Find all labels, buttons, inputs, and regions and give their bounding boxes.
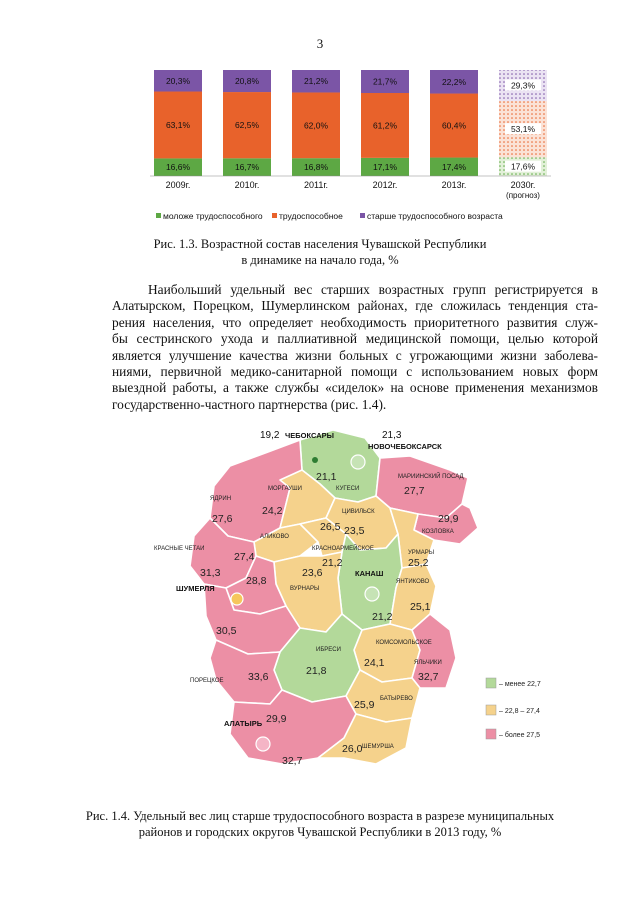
value-vurnary: 23,6: [302, 567, 323, 579]
label-poretskoe: ПОРЕЦКОЕ: [190, 678, 224, 684]
x-tick-label: 2011г.: [303, 180, 329, 190]
value-urmary: 25,2: [408, 557, 429, 569]
label-krasnye-chetai: КРАСНЫЕ ЧЕТАИ: [154, 546, 205, 552]
value-shumerlinsky: 28,8: [246, 575, 267, 587]
value-shemursha: 26,0: [342, 743, 363, 755]
legend-swatch-mid: [486, 705, 496, 715]
map-legend: [486, 678, 541, 739]
data-label: 62,0%: [303, 120, 329, 131]
legend-label-low: – менее 22,7: [499, 681, 541, 688]
value-krasnye-chetai: 31,3: [200, 567, 221, 579]
value-kanash: 21,2: [372, 611, 393, 623]
label-cheboksary-value: 19,2: [260, 430, 280, 441]
paragraph-line: ниями, первичной медико-санитарной помощи с использованием новых форм: [112, 364, 598, 380]
body-paragraph: [112, 282, 598, 413]
label-vurnary: ВУРНАРЫ: [290, 586, 320, 592]
data-label: 16,6%: [165, 162, 191, 173]
legend-swatch: [272, 213, 277, 218]
data-label: 21,7%: [372, 76, 398, 87]
value-morgaushi: 24,2: [262, 505, 283, 517]
legend-swatch: [156, 213, 161, 218]
value-alikovo: 27,4: [234, 551, 255, 563]
paragraph-line: является улучшение качества жизни больных с угрожающими жизни заболева-: [112, 347, 598, 363]
x-tick-label: 2010г.: [234, 180, 260, 190]
data-label: 16,8%: [303, 162, 329, 173]
legend-swatch-low: [486, 678, 496, 688]
label-yadrin: ЯДРИН: [210, 496, 232, 502]
data-label: 53,1%: [510, 124, 536, 135]
label-novocheb-value: 21,3: [382, 430, 402, 441]
city-dot-novocheb: [351, 455, 365, 469]
label-ibresi: ИБРЕСИ: [316, 647, 341, 653]
value-mariinsky-posad: 27,7: [404, 485, 425, 497]
data-label: 29,3%: [510, 80, 536, 91]
legend-label: моложе трудоспособного: [163, 211, 263, 221]
data-label: 20,3%: [165, 75, 191, 86]
x-tick-label: 2012г.: [372, 180, 398, 190]
data-label: 16,7%: [234, 162, 260, 173]
label-tsivilsk: ЦИВИЛЬСК: [342, 509, 375, 515]
city-dot-alatyr: [256, 737, 270, 751]
legend-label: трудоспособное: [279, 211, 343, 221]
label-shumerlya: ШУМЕРЛЯ: [176, 584, 215, 593]
legend-swatch-high: [486, 729, 496, 739]
data-label: 22,2%: [441, 76, 467, 87]
data-label: 20,8%: [234, 76, 260, 87]
value-poretskoe: 33,6: [248, 671, 269, 683]
value-yadrin: 27,6: [212, 513, 233, 525]
label-yantikovo: ЯНТИКОВО: [396, 579, 430, 585]
value-yalchiki: 32,7: [418, 671, 439, 683]
age-structure-chart: [150, 64, 570, 234]
paragraph-line: бы сестринского ухода и паллиативной медицинской помощи, целью которой: [112, 331, 598, 347]
figure-1-3-caption: [60, 236, 580, 268]
paragraph-line: Наибольший удельный вес старших возрастных групп регистрируется в: [148, 282, 598, 297]
label-shemursha: ШЕМУРША: [362, 744, 394, 750]
value-batyrevo: 25,9: [354, 699, 375, 711]
label-komsomolskoe: КОМСОМОЛЬСКОЕ: [376, 640, 432, 646]
caption-2-line-2: районов и городских округов Чувашской Республики в 2013 году, %: [138, 825, 502, 839]
value-alatyr: 29,9: [266, 713, 287, 725]
x-tick-label: (прогноз): [506, 191, 540, 200]
label-mariinsky-posad: МАРИИНСКИЙ ПОСАД: [398, 474, 464, 480]
x-tick-label: 2013г.: [441, 180, 467, 190]
page-number: 3: [316, 36, 324, 51]
legend-label-mid: – 22,8 – 27,4: [499, 708, 540, 715]
chuvashia-map: [150, 418, 570, 788]
value-alatyrsky: 32,7: [282, 755, 303, 767]
label-alikovo: АЛИКОВО: [260, 534, 289, 540]
value-yantikovo: 25,1: [410, 601, 431, 613]
city-dot-kanash: [365, 587, 379, 601]
data-label: 17,4%: [441, 161, 467, 172]
data-label: 62,5%: [234, 120, 260, 131]
legend-label: старше трудоспособного возраста: [367, 211, 503, 221]
data-label: 60,4%: [441, 120, 467, 131]
caption-1-line-2: в динамике на начало года, %: [241, 253, 399, 267]
value-shumerlya-south: 30,5: [216, 625, 237, 637]
legend-label-high: – более 27,5: [499, 732, 541, 739]
paragraph-line: рения населения, что определяет необходимость приоритетного развития служ-: [112, 314, 598, 330]
value-komsomolskoe: 24,1: [364, 657, 385, 669]
label-alatyr: АЛАТЫРЬ: [224, 719, 263, 728]
legend-swatch: [360, 213, 365, 218]
label-yalchiki: ЯЛЬЧИКИ: [414, 660, 442, 666]
value-ibresi: 21,8: [306, 665, 327, 677]
paragraph-line: государственно-частного партнерства (рис. 1.4).: [112, 396, 387, 412]
label-batyrevo: БАТЫРЕВО: [380, 696, 413, 702]
city-dot-cheboksary: [312, 457, 318, 463]
caption-2-line-1: Рис. 1.4. Удельный вес лиц старше трудоспособного возраста в разрезе муниципальных: [85, 809, 555, 823]
caption-1-line-1: Рис. 1.3. Возрастной состав населения Чувашской Республики: [153, 237, 487, 251]
figure-1-4-caption: [60, 808, 580, 840]
data-label: 17,1%: [372, 161, 398, 172]
label-morgaushi: МОРГАУШИ: [268, 486, 302, 492]
data-label: 21,2%: [303, 76, 329, 87]
value-kozlovka: 29,9: [438, 513, 459, 525]
data-label: 63,1%: [165, 119, 191, 130]
city-dot-shumerlya: [231, 593, 243, 605]
value-kugesi: 21,1: [316, 471, 337, 483]
value-krasnoarmeyskoe: 21,2: [322, 557, 343, 569]
label-cheboksary: ЧЕБОКСАРЫ: [285, 431, 334, 440]
data-label: 17,6%: [510, 161, 536, 172]
label-kozlovka: КОЗЛОВКА: [422, 529, 454, 535]
label-kanash: КАНАШ: [355, 569, 384, 578]
paragraph-line: Алатырском, Порецком, Шумерлинском районах, где сложилась тенденция ста-: [112, 298, 598, 314]
label-urmary: УРМАРЫ: [408, 550, 435, 556]
x-tick-label: 2009г.: [165, 180, 191, 190]
x-tick-label: 2030г.: [510, 180, 536, 190]
label-novocheb: НОВОЧЕБОКСАРСК: [368, 442, 442, 451]
data-label: 61,2%: [372, 120, 398, 131]
label-krasnoarmeyskoe: КРАСНОАРМЕЙСКОЕ: [312, 546, 374, 552]
paragraph-line: выездной работы, а также службы «сиделок» на основе применения механизмов: [112, 380, 598, 396]
value-tsivilsk: 23,5: [344, 525, 365, 537]
label-kugesi: КУГЕСИ: [336, 486, 360, 492]
value-tsivilsk-north: 26,5: [320, 521, 341, 533]
